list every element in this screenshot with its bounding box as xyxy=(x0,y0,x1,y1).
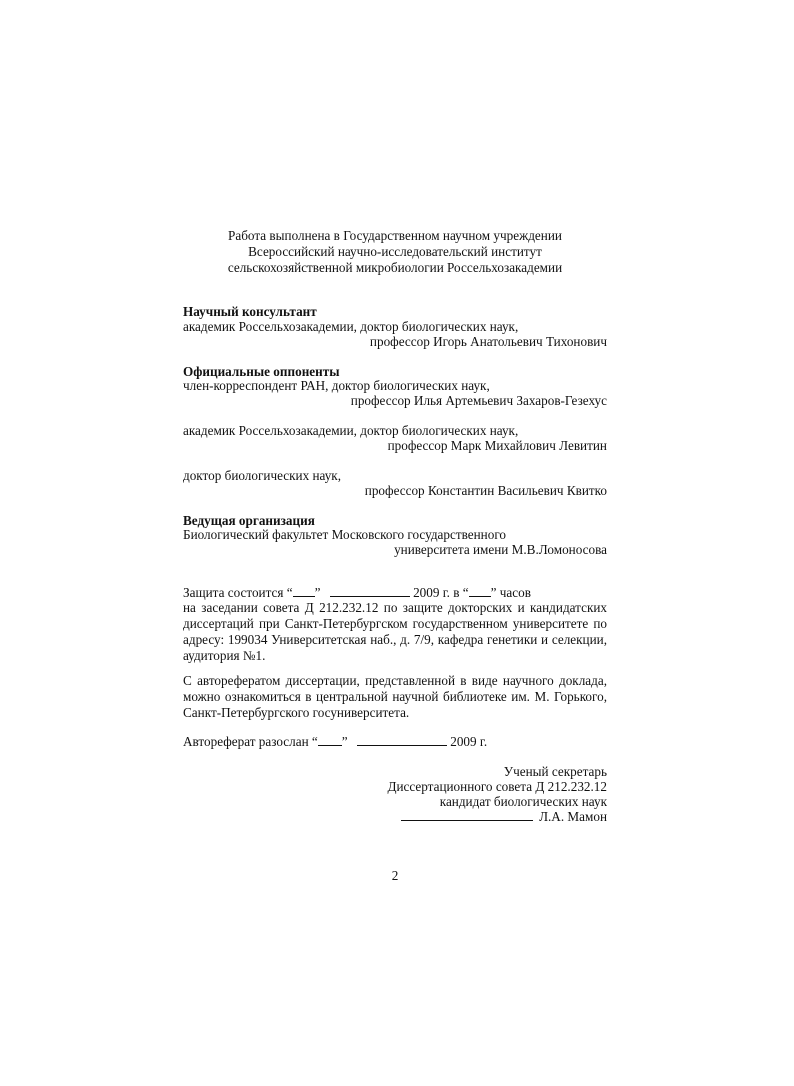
secretary-line-1: Ученый секретарь xyxy=(503,764,607,779)
consultant-line-2: профессор Игорь Анатольевич Тихонович xyxy=(369,334,607,349)
consultant-line-1: академик Россельхозакадемии, доктор биологических наук, xyxy=(183,319,519,334)
consultant-heading: Научный консультант xyxy=(183,304,317,319)
defense-date-line xyxy=(183,585,531,601)
month-blank xyxy=(330,585,410,597)
defense-quote-close: ” xyxy=(314,585,321,600)
signature-blank xyxy=(401,809,533,821)
lead-org-line-1: Биологический факультет Московского государственного xyxy=(183,527,506,542)
sent-date-line xyxy=(183,734,487,750)
opponent-3-line-2: профессор Константин Васильевич Квитко xyxy=(364,483,607,498)
opponent-2-line-2: профессор Марк Михайлович Левитин xyxy=(387,438,607,453)
sent-day-blank xyxy=(318,734,342,746)
defense-hours-suffix: ” часов xyxy=(490,585,531,600)
secretary-line-3: кандидат биологических наук xyxy=(439,794,607,809)
defense-prefix: Защита состоится “ xyxy=(183,585,293,600)
opponent-3-line-1: доктор биологических наук, xyxy=(183,468,341,483)
opponent-1-line-1: член-корреспондент РАН, доктор биологических наук, xyxy=(183,378,490,393)
day-blank xyxy=(293,585,315,597)
sent-quote-close: ” xyxy=(341,734,348,749)
secretary-line-2: Диссертационного совета Д 212.232.12 xyxy=(387,779,607,794)
institution-header xyxy=(150,228,640,276)
opponent-2-line-1: академик Россельхозакадемии, доктор биологических наук, xyxy=(183,423,519,438)
institution-line-3: сельскохозяйственной микробиологии Россельхозакадемии xyxy=(227,260,563,275)
sent-prefix: Автореферат разослан “ xyxy=(183,734,318,749)
hour-blank xyxy=(469,585,491,597)
sent-year: 2009 г. xyxy=(450,734,488,749)
institution-line-1: Работа выполнена в Государственном научном учреждении xyxy=(228,228,562,243)
page-number: 2 xyxy=(391,868,399,883)
defense-body: на заседании совета Д 212.232.12 по защите докторских и кандидатских диссертаций при Санкт-Петербургском государственном университете по адресу: 199034 Университетская наб., д. 7/9, кафедра генетики и селекции, аудитория №1. xyxy=(183,600,607,663)
opponent-1-line-2: профессор Илья Артемьевич Захаров-Гезехус xyxy=(350,393,607,408)
defense-year-part: 2009 г. в “ xyxy=(413,585,469,600)
secretary-signature-line xyxy=(401,809,607,825)
lead-org-heading: Ведущая организация xyxy=(183,513,315,528)
institution-line-2: Всероссийский научно-исследовательский институт xyxy=(248,244,542,259)
sent-month-blank xyxy=(357,734,447,746)
lead-org-line-2: университета имени М.В.Ломоносова xyxy=(394,542,607,557)
secretary-name: Л.А. Мамон xyxy=(539,809,607,824)
abstract-note: С авторефератом диссертации, представленной в виде научного доклада, можно ознакомиться в центральной научной библиотеке им. М. Горького, Санкт-Петербургского госуниверситета. xyxy=(183,673,607,720)
opponents-heading: Официальные оппоненты xyxy=(183,364,340,379)
